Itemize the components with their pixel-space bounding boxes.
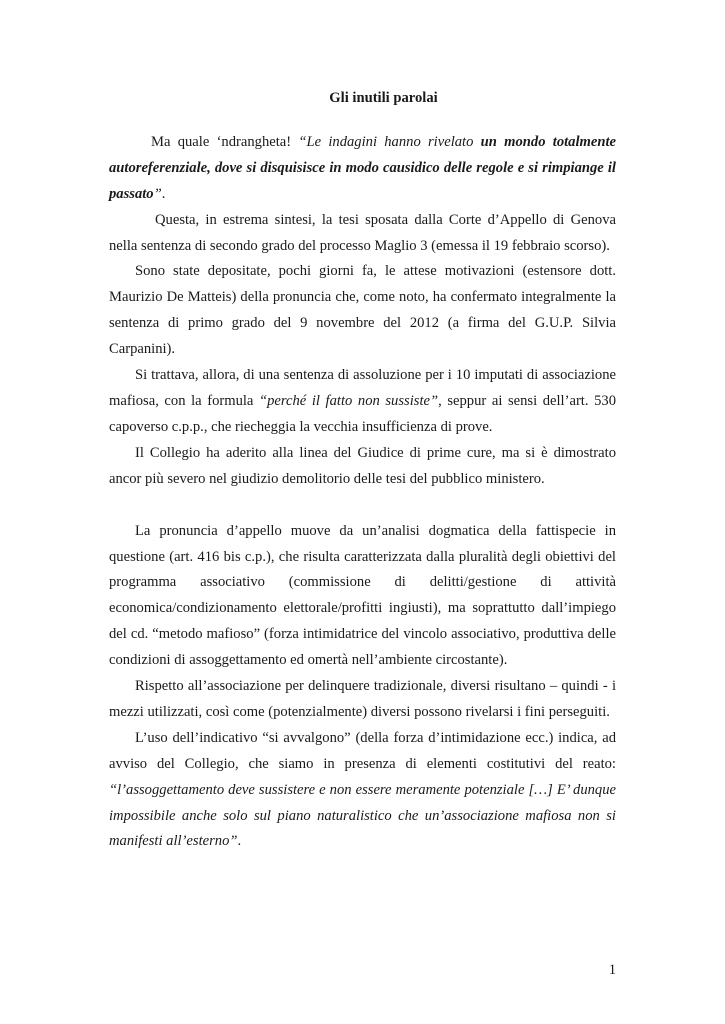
intro-exclamation: Ma quale ‘ndrangheta! [151,133,299,150]
paragraph-gap [109,493,616,519]
paragraph-collegio: Il Collegio ha aderito alla linea del Giudice di prime cure, ma si è dimostrato ancor più severo nel giudizio demolitorio delle tesi del pubblico ministero. [109,444,616,487]
document-title: Gli inutili parolai [329,90,438,106]
intro-quote-open: “Le indagini hanno rivelato [298,133,481,150]
paragraph-thesis: Questa, in estrema sintesi, la tesi sposata dalla Corte d’Appello di Genova nella sentenza di secondo grado del processo Maglio 3 (emessa il 19 febbraio scorso). [109,211,616,254]
paragraph-acquittal: Si trattava, allora, di una sentenza di assoluzione per i 10 imputati di associazione mafiosa, con la formula “perché il fatto non sussiste”, seppur ai sensi dell’art. 530 capoverso c.p.p., che riecheggia la vecchia insufficienza di prove. [109,367,616,435]
acquittal-formula: “perché il fatto non sussiste” [259,392,439,409]
paragraph-analysis: La pronuncia d’appello muove da un’analisi dogmatica della fattispecie in questione (art. 416 bis c.p.), che risulta caratterizzata dalla pluralità degli obiettivi del programma associativo (commissione di delitti/gestione di attività economica/condizionamento elettorale/profitti ingiusti), ma soprattutto dall’impiego del cd. “metodo mafioso” (forza intimidatrice del vincolo associativo, produttiva delle condizioni di assoggettamento ed omertà nell’ambiente circostante). [109,522,616,669]
page-number: 1 [608,962,616,978]
paragraph-intro: Ma quale ‘ndrangheta! “Le indagini hanno rivelato un mondo totalmente autoreferenziale, dove si disquisisce in modo causidico delle regole e si rimpiange il passato”. [109,133,616,202]
paragraph-indicative: L’uso dell’indicativo “si avvalgono” (della forza d’intimidazione ecc.) indica, ad avviso del Collegio, che siamo in presenza di elementi costitutivi del reato: “l’assoggettamento deve sussistere e non essere meramente potenziale […] E’ dunque impossibile anche solo sul piano naturalistico che un’associazione mafiosa non si manifesti all’esterno”. [109,729,616,850]
paragraph-motivations: Sono state depositate, pochi giorni fa, le attese motivazioni (estensore dott. Maurizio De Matteis) della pronuncia che, come noto, ha confermato integralmente la sentenza di primo grado del 9 novembre del 2012 (a firma del G.U.P. Silvia Carpanini). [109,263,616,358]
paragraph-comparison: Rispetto all’associazione per delinquere tradizionale, diversi risultano – quindi - i mezzi utilizzati, così come (potenzialmente) diversi possono rivelarsi i fini perseguiti. [109,678,616,720]
indicative-quote: “l’assoggettamento deve sussistere e non essere meramente potenziale […] E’ dunque impossibile anche solo sul piano naturalistico che un’associazione mafiosa non si manifesti all’esterno” [109,781,616,850]
document-page [109,86,616,855]
intro-quote-bold: un mondo totalmente autoreferenziale, dove si disquisisce in modo causidico delle regole e si rimpiange il passato [109,133,616,202]
intro-quote-close: ” [153,185,162,202]
